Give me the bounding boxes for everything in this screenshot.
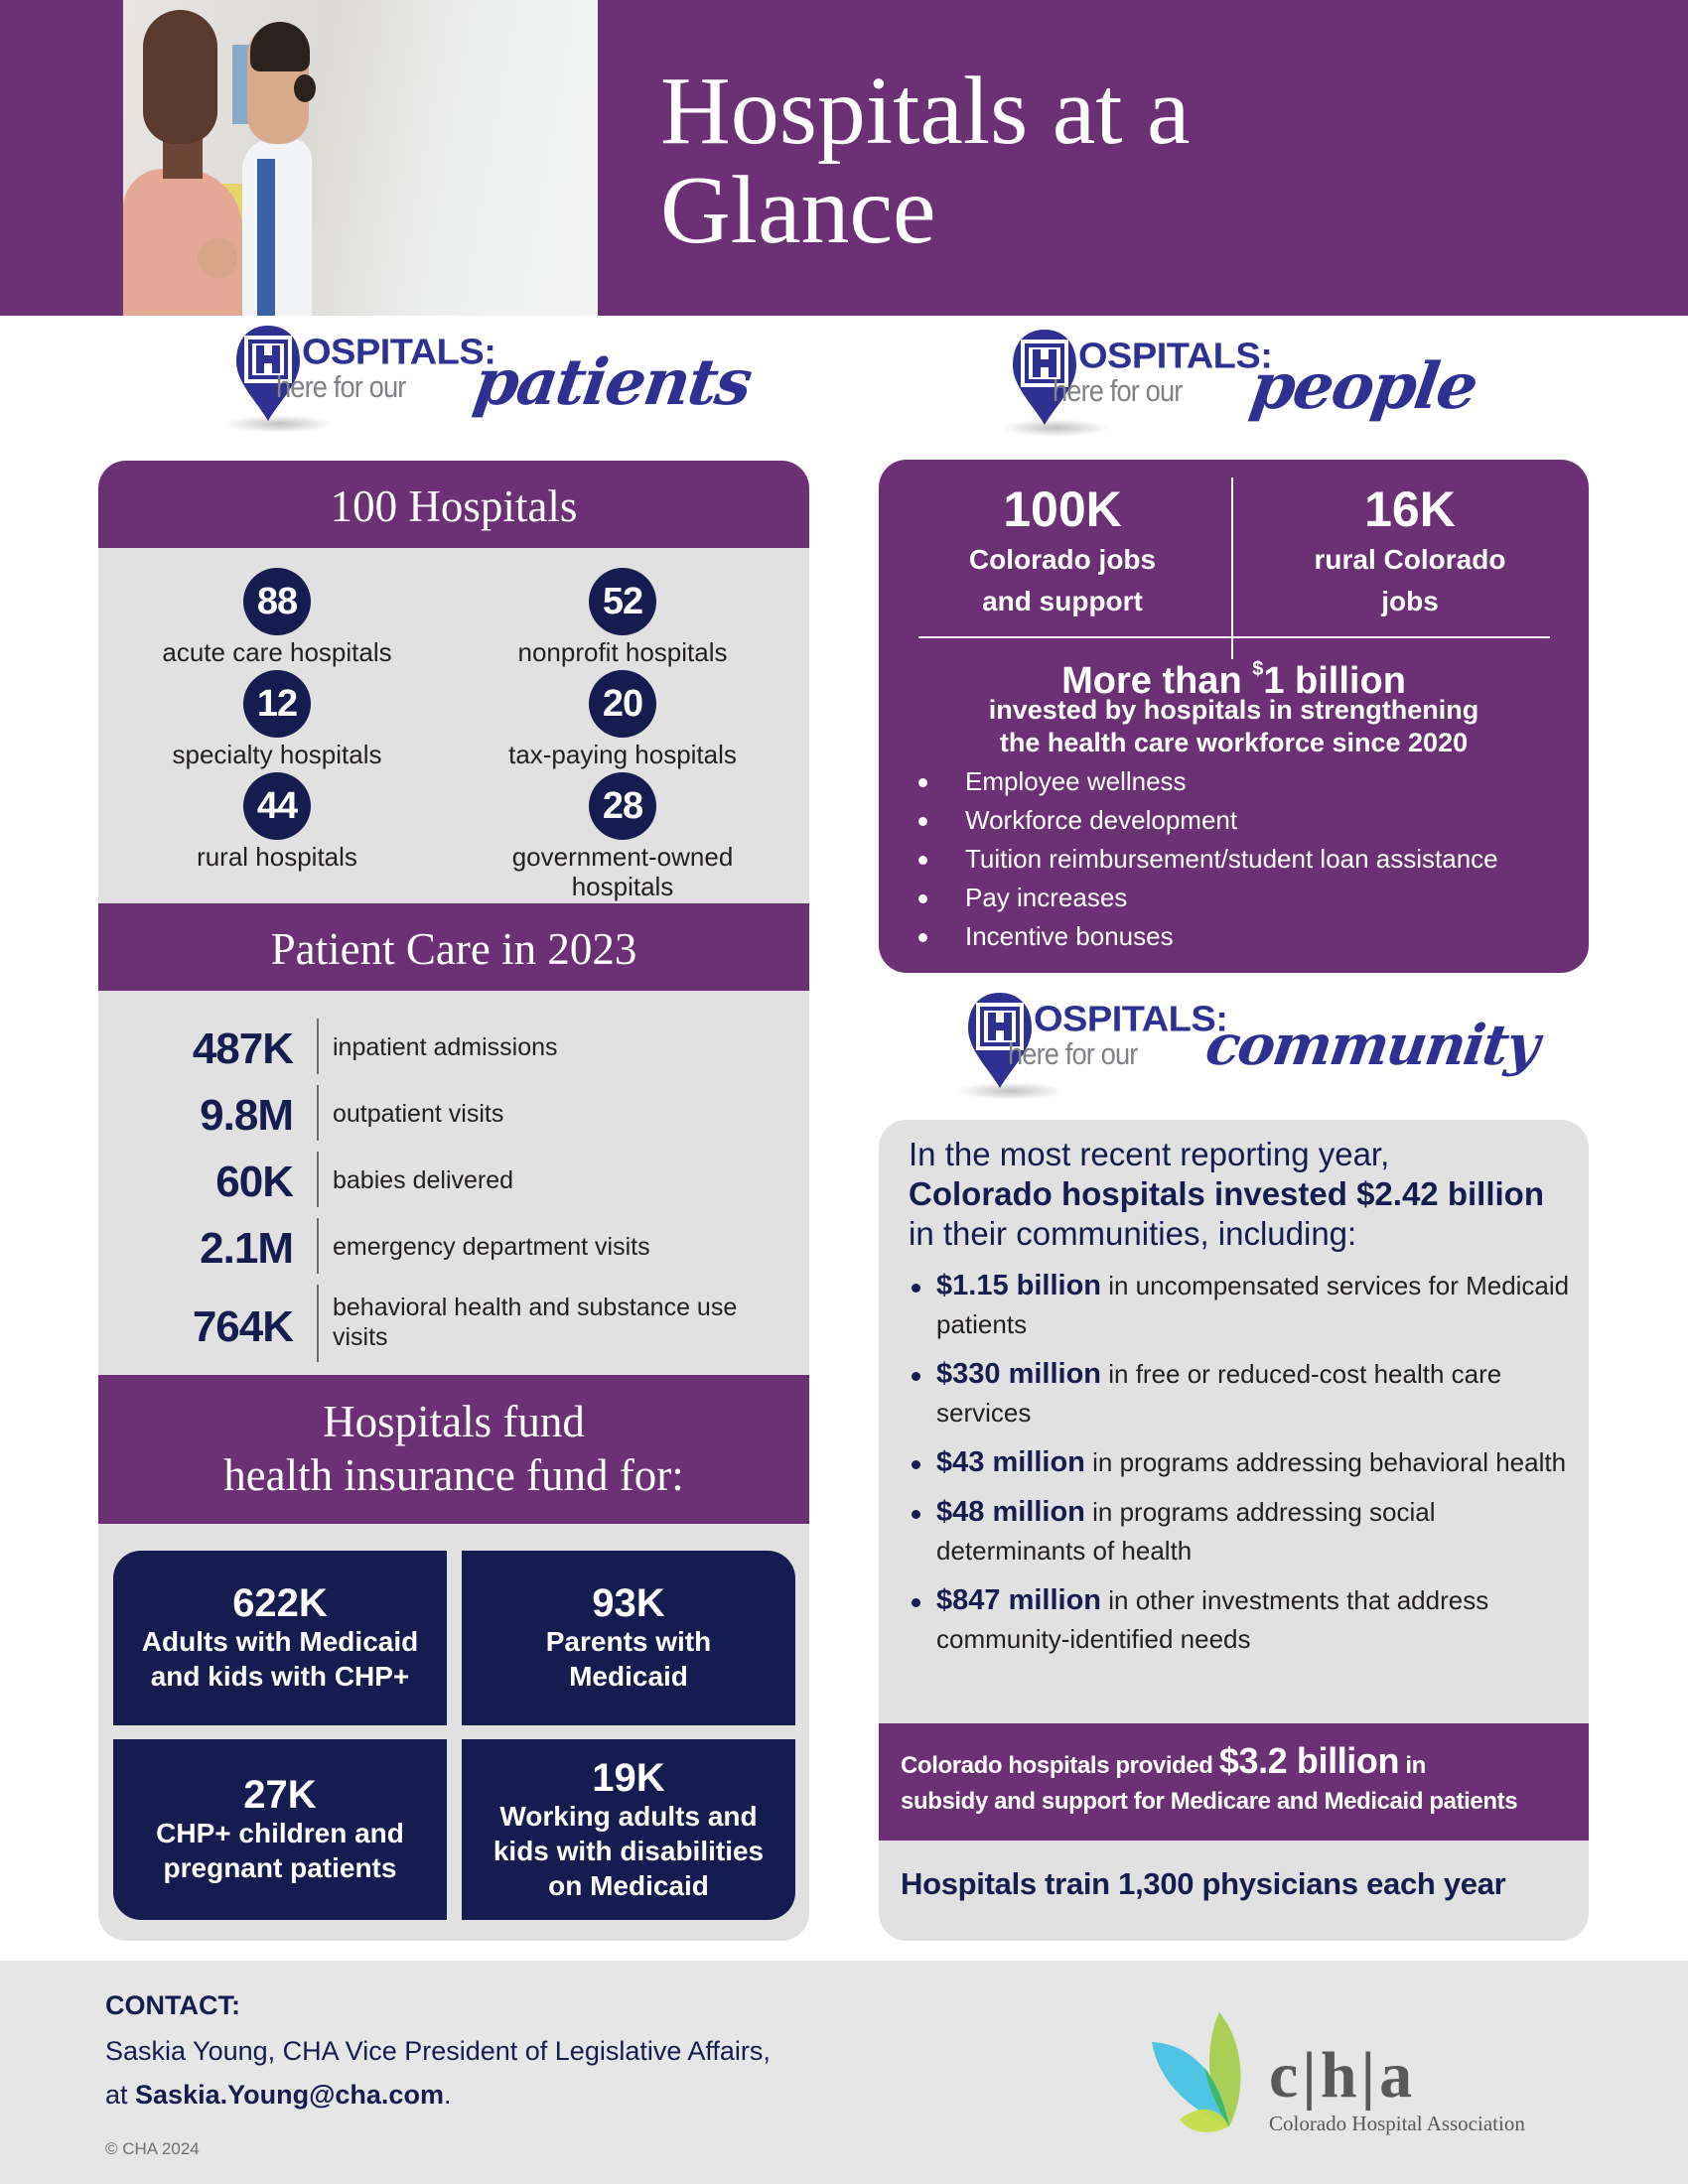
care-value: 2.1M [200, 1224, 293, 1273]
stat-circle: 44 [243, 772, 311, 840]
logo-word: OSPITALS: [1078, 337, 1273, 376]
logo-hospitals-patients [236, 326, 756, 455]
people-label: Colorado jobs [968, 544, 1157, 575]
community-investments [909, 1267, 1574, 1670]
contact-name: Saskia Young, CHA Vice President of Legislative Affairs, [105, 2036, 771, 2066]
care-label: outpatient visits [333, 1100, 504, 1128]
page-title [660, 58, 1554, 264]
copyright: © CHA 2024 [105, 2139, 200, 2158]
hospital-stat-acute [108, 568, 446, 667]
hospital-stat-specialty [108, 670, 446, 769]
people-panel [879, 460, 1589, 973]
stat-circle: 12 [243, 670, 311, 738]
insurance-box-chp-children [113, 1739, 447, 1920]
insurance-heading [98, 1375, 809, 1524]
contact-heading: CONTACT: [105, 1990, 240, 2020]
workforce-bullets [918, 762, 1498, 956]
hospital-stat-tax-paying [454, 670, 791, 769]
logo-script-community: community [1201, 1013, 1542, 1078]
logo-subtitle: here for our [276, 369, 406, 404]
divider [317, 1285, 319, 1362]
care-label: inpatient admissions [333, 1033, 558, 1061]
hospitals-count-heading: 100 Hospitals [98, 461, 809, 548]
logo-script-patients: patients [469, 345, 756, 420]
workforce-investment-headline: More than $1 billion [1061, 658, 1406, 702]
list-item: Workforce development [918, 801, 1498, 840]
care-row [98, 1019, 809, 1082]
insurance-label: Adults with Medicaid and kids with CHP+ [141, 1626, 419, 1692]
patient-care-heading: Patient Care in 2023 [98, 903, 809, 991]
care-value: 764K [192, 1302, 293, 1351]
people-label: rural Colorado [1314, 544, 1506, 575]
header-photo [123, 0, 598, 316]
cha-logo [1150, 2012, 1587, 2141]
org-name: Colorado Hospital Association [1269, 2112, 1525, 2135]
stat-label: rural hospitals [197, 842, 357, 872]
page-title-line2: Glance [660, 157, 936, 264]
people-value: 16K [1364, 481, 1456, 537]
community-total: Colorado hospitals invested $2.42 billion [909, 1175, 1544, 1212]
people-stat-rural-jobs [1246, 479, 1574, 622]
care-value: 9.8M [200, 1091, 293, 1140]
list-item: $43 million in programs addressing behavioral health [909, 1443, 1574, 1482]
divider [317, 1218, 319, 1274]
stat-circle: 20 [589, 670, 656, 738]
list-item: Incentive bonuses [918, 917, 1498, 956]
list-item: $48 million in programs addressing social determinants of health [909, 1493, 1574, 1570]
insurance-label: Working adults and kids with disabilities on Medicaid [492, 1800, 765, 1901]
logo-subtitle: here for our [1053, 373, 1183, 408]
stat-label: government-owned hospitals [511, 842, 734, 901]
community-panel [879, 1120, 1589, 1941]
physician-training-stat: Hospitals train 1,300 physicians each year [901, 1866, 1506, 1901]
care-label: babies delivered [333, 1166, 514, 1194]
insurance-value: 622K [232, 1581, 328, 1625]
divider [317, 1152, 319, 1207]
hospital-stat-government [454, 772, 791, 901]
stat-circle: 52 [589, 568, 656, 635]
cha-wordmark: c|h|a [1269, 2039, 1417, 2112]
subsidy-amount: $3.2 billion [1218, 1740, 1400, 1781]
stat-label: specialty hospitals [172, 740, 382, 769]
list-item: Pay increases [918, 879, 1498, 917]
insurance-value: 27K [243, 1773, 317, 1817]
care-label: emergency department visits [333, 1233, 650, 1261]
list-item: $847 million in other investments that address community-identified needs [909, 1581, 1574, 1659]
care-value: 60K [215, 1158, 293, 1206]
logo-word: OSPITALS: [302, 333, 496, 372]
subsidy-callout: Colorado hospitals provided $3.2 billion in subsidy and support for Medicare and Medicaid patients [879, 1723, 1589, 1841]
list-item: Employee wellness [918, 762, 1498, 801]
contact-email-link[interactable]: Saskia.Young@cha.com [135, 2080, 444, 2110]
divider [317, 1019, 319, 1074]
people-stat-colorado-jobs [899, 479, 1226, 622]
people-label: jobs [1381, 586, 1439, 616]
insurance-box-parents [462, 1551, 795, 1725]
stat-label: nonprofit hospitals [517, 637, 728, 667]
care-row [98, 1218, 809, 1282]
divider [918, 636, 1550, 638]
footer [0, 1961, 1688, 2184]
stat-label: tax-paying hospitals [508, 740, 737, 769]
list-item: $1.15 billion in uncompensated services for Medicaid patients [909, 1267, 1574, 1344]
insurance-box-disabilities [462, 1739, 795, 1920]
leaf-icon [1150, 2012, 1259, 2136]
page-title-line1: Hospitals at a [660, 58, 1191, 165]
logo-word: OSPITALS: [1034, 1000, 1228, 1039]
insurance-label: CHP+ children and pregnant patients [156, 1818, 404, 1883]
care-row [98, 1285, 809, 1364]
care-row [98, 1085, 809, 1149]
divider [1231, 478, 1233, 659]
insurance-heading-line1: Hospitals fund [323, 1397, 585, 1446]
insurance-label: Parents with Medicaid [545, 1626, 712, 1692]
insurance-heading-line2: health insurance fund for: [223, 1450, 684, 1500]
care-label: behavioral health and substance use visits [333, 1294, 738, 1351]
stat-circle: 28 [589, 772, 656, 840]
people-value: 100K [1003, 481, 1122, 537]
care-value: 487K [192, 1024, 293, 1073]
hospital-stat-nonprofit [454, 568, 791, 667]
list-item: Tuition reimbursement/student loan assistance [918, 840, 1498, 879]
stat-circle: 88 [243, 568, 311, 635]
care-row [98, 1152, 809, 1215]
community-intro: In the most recent reporting year, Colorado hospitals invested $2.42 billion in their communities, including: [909, 1135, 1574, 1254]
people-label: and support [982, 586, 1143, 616]
workforce-investment-subtitle: invested by hospitals in strengthening the health care workforce since 2020 [988, 695, 1479, 757]
list-item: $330 million in free or reduced-cost health care services [909, 1355, 1574, 1433]
insurance-box-adults-medicaid [113, 1551, 447, 1725]
logo-hospitals-community [968, 993, 1542, 1122]
contact-email-line: at Saskia.Young@cha.com. [105, 2080, 452, 2110]
insurance-value: 19K [592, 1755, 665, 1800]
hospital-stat-rural [108, 772, 446, 872]
logo-hospitals-people [1013, 330, 1479, 459]
insurance-value: 93K [592, 1581, 665, 1625]
logo-script-people: people [1245, 349, 1481, 424]
divider [317, 1085, 319, 1141]
patients-panel [98, 461, 809, 1941]
stat-label: acute care hospitals [162, 637, 392, 667]
logo-subtitle: here for our [1008, 1036, 1138, 1071]
